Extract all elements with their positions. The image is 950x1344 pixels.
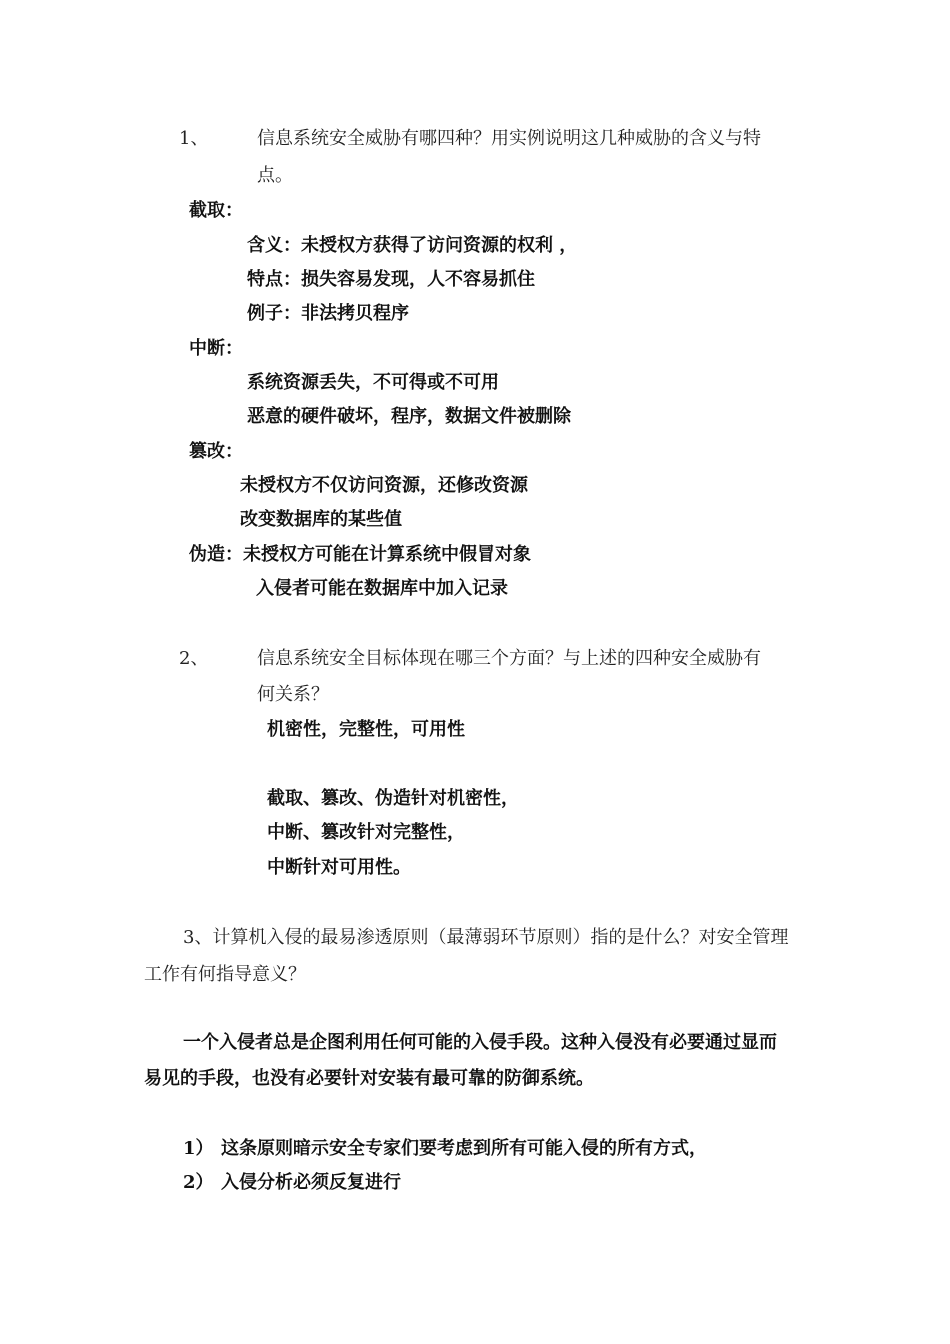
intercept-example: 例子：非法拷贝程序 [247, 303, 409, 324]
fabricate-line2: 入侵者可能在数据库中加入记录 [256, 578, 508, 599]
intercept-meaning: 含义：未授权方获得了访问资源的权利 ， [247, 235, 578, 256]
question-3-text-line1: 3、计算机入侵的最易渗透原则（最薄弱环节原则）指的是什么？对安全管理 [183, 927, 789, 948]
relation-integrity: 中断、篡改针对完整性， [267, 822, 465, 843]
answer-3-item-1-number: 1） [183, 1138, 214, 1159]
fabricate-line1: 伪造：未授权方可能在计算系统中假冒对象 [189, 544, 531, 565]
question-1-number: 1、 [179, 128, 209, 149]
question-2-text-line1: 信息系统安全目标体现在哪三个方面？与上述的四种安全威胁有 [257, 648, 761, 669]
answer-3-line2: 易见的手段，也没有必要针对安装有最可靠的防御系统。 [144, 1068, 594, 1089]
interrupt-heading: 中断： [189, 338, 243, 359]
relation-confidentiality: 截取、篡改、伪造针对机密性， [267, 788, 519, 809]
answer-3-item-2-text: 入侵分析必须反复进行 [221, 1172, 401, 1193]
question-1-text-line2: 点。 [257, 165, 293, 186]
intercept-heading: 截取： [189, 200, 243, 221]
intercept-feature: 特点：损失容易发现，人不容易抓住 [247, 269, 535, 290]
question-3-text-line2: 工作有何指导意义？ [144, 964, 306, 985]
answer-3-line1: 一个入侵者总是企图利用任何可能的入侵手段。这种入侵没有必要通过显而 [183, 1032, 777, 1053]
interrupt-line2: 恶意的硬件破坏，程序，数据文件被删除 [247, 406, 571, 427]
modify-line1: 未授权方不仅访问资源，还修改资源 [240, 475, 528, 496]
question-2-number: 2、 [179, 648, 209, 669]
modify-line2: 改变数据库的某些值 [240, 509, 402, 530]
question-2-text-line2: 何关系？ [257, 684, 329, 705]
relation-availability: 中断针对可用性。 [267, 857, 411, 878]
answer-3-item-1-text: 这条原则暗示安全专家们要考虑到所有可能入侵的所有方式， [221, 1138, 707, 1159]
modify-heading: 篡改： [189, 441, 243, 462]
question-1-text-line1: 信息系统安全威胁有哪四种？用实例说明这几种威胁的含义与特 [257, 128, 761, 149]
security-goals: 机密性，完整性，可用性 [267, 719, 465, 740]
interrupt-line1: 系统资源丢失，不可得或不可用 [247, 372, 499, 393]
answer-3-item-2-number: 2） [183, 1172, 214, 1193]
